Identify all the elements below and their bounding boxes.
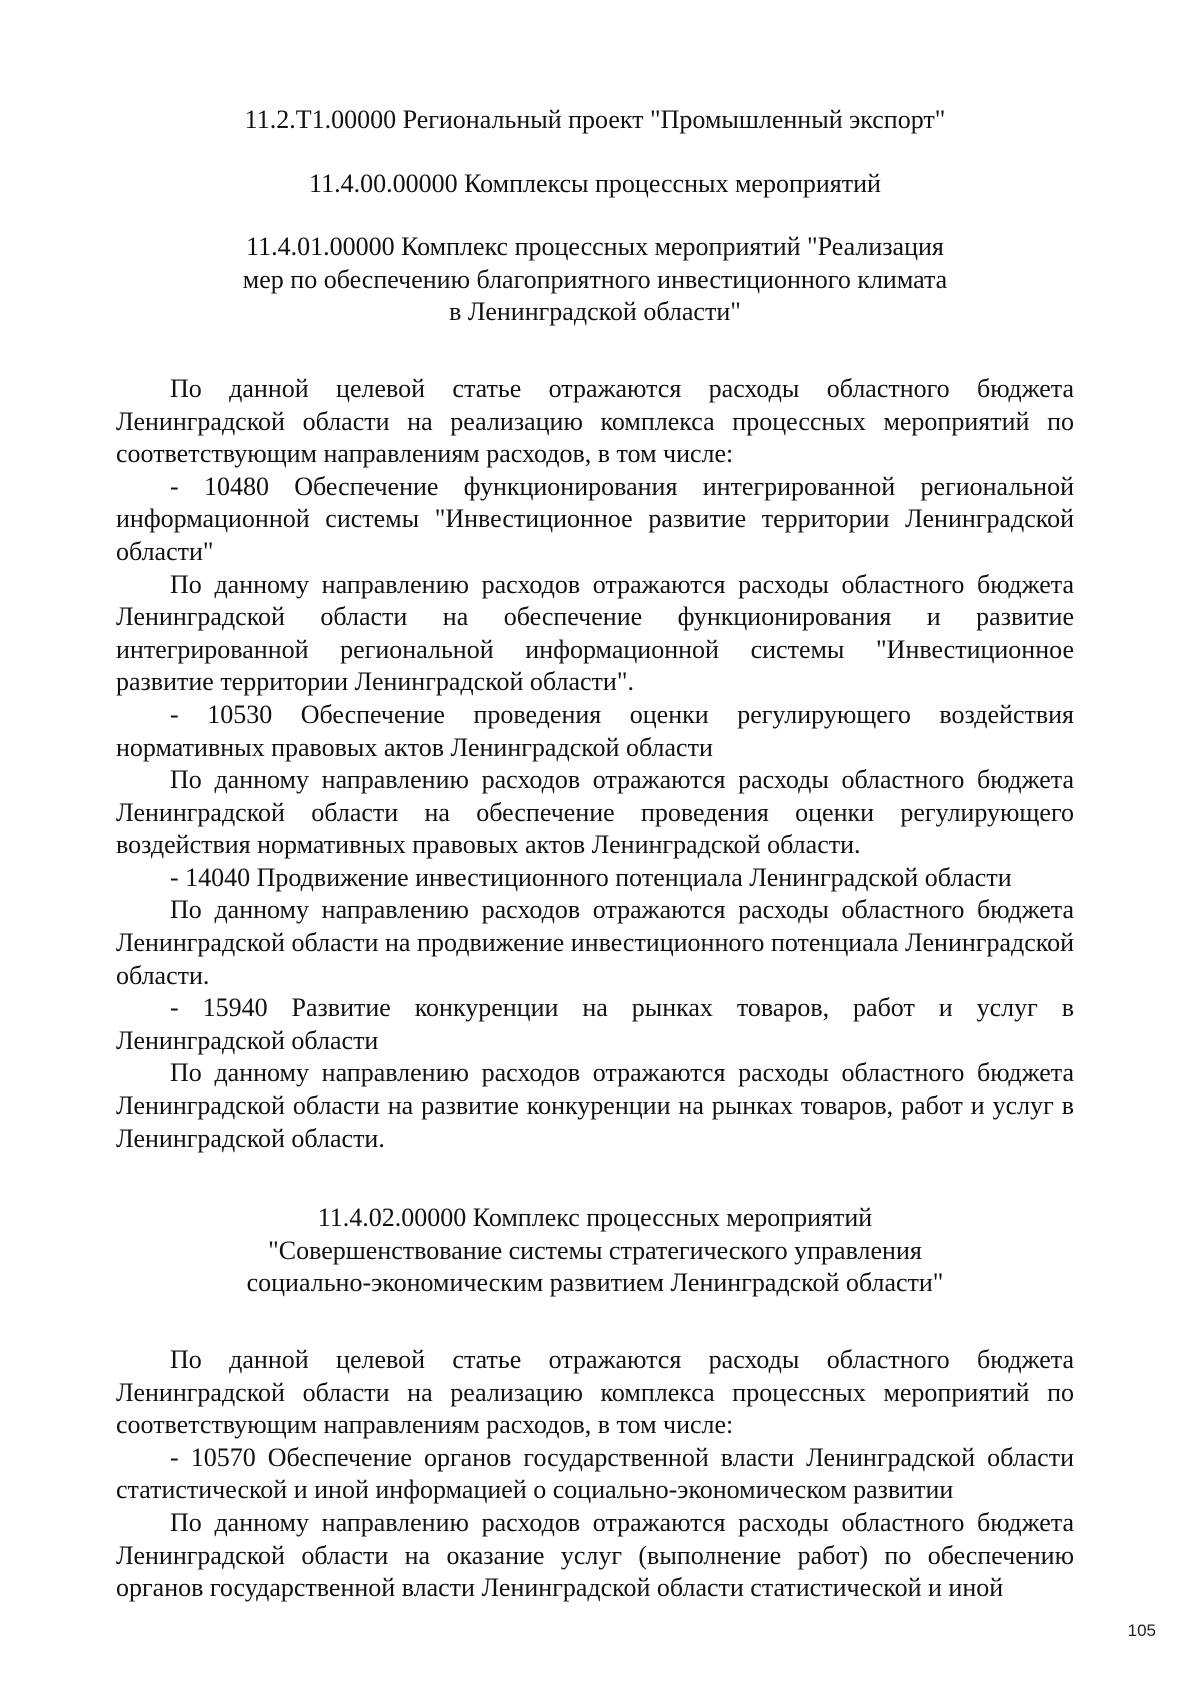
complex-01-heading-line: в Ленинградской области" bbox=[449, 297, 741, 327]
expense-item-title: - 10570 Обеспечение органов государственной власти Ленинградской области статистической и иной информацией о социально-экономическом развитии bbox=[116, 1442, 1074, 1505]
complex-01-heading bbox=[116, 231, 1074, 329]
expense-item-title: - 14040 Продвижение инвестиционного потенциала Ленинградской области bbox=[170, 862, 1012, 892]
regional-project-heading: 11.2.Т1.00000 Региональный проект "Промышленный экспорт" bbox=[244, 105, 946, 134]
expense-item-text: По данному направлению расходов отражаются расходы областного бюджета Ленинградской области на развитие конкуренции на рынках товаров, работ и услуг в Ленинградской области. bbox=[116, 1058, 1074, 1153]
page-number: 105 bbox=[1127, 1621, 1156, 1640]
document-page bbox=[116, 104, 1074, 1605]
expense-item-title: - 10480 Обеспечение функционирования интегрированной региональной информационной системы "Инвестиционное развитие территории Ленинградской области" bbox=[116, 471, 1074, 566]
complex-02-body bbox=[116, 1344, 1074, 1605]
complex-02-heading-line: "Совершенствование системы стратегического управления bbox=[268, 1235, 922, 1265]
expense-item-text: По данному направлению расходов отражаются расходы областного бюджета Ленинградской области на обеспечение функционирования и развитие интегрированной региональной информационной системы "Инвестиционное развитие территории Ленинградской области". bbox=[116, 569, 1074, 697]
intro-paragraph: По данной целевой статье отражаются расходы областного бюджета Ленинградской области на реализацию комплекса процессных мероприятий по соответствующим направлениям расходов, в том числе: bbox=[116, 1345, 1074, 1440]
complex-01-heading-line: мер по обеспечению благоприятного инвестиционного климата bbox=[242, 264, 948, 294]
complex-01-heading-line: 11.4.01.00000 Комплекс процессных мероприятий "Реализация bbox=[246, 232, 944, 262]
complex-01-body bbox=[116, 373, 1074, 1155]
expense-item-text: По данному направлению расходов отражаются расходы областного бюджета Ленинградской области на обеспечение проведения оценки регулирующего воздействия нормативных правовых актов Ленинградской области. bbox=[116, 765, 1074, 860]
expense-item-text: По данному направлению расходов отражаются расходы областного бюджета Ленинградской области на продвижение инвестиционного потенциала Ленинградской области. bbox=[116, 895, 1074, 990]
expense-item-text: По данному направлению расходов отражаются расходы областного бюджета Ленинградской области на оказание услуг (выполнение работ) по обеспечению органов государственной власти Ленинградской области статистической и иной bbox=[116, 1507, 1074, 1603]
intro-paragraph: По данной целевой статье отражаются расходы областного бюджета Ленинградской области на реализацию комплекса процессных мероприятий по соответствующим направлениям расходов, в том числе: bbox=[116, 373, 1074, 469]
expense-item-title: - 15940 Развитие конкуренции на рынках товаров, работ и услуг в Ленинградской области bbox=[116, 993, 1074, 1055]
complex-02-heading-line: социально-экономическим развитием Ленинградской области" bbox=[246, 1268, 944, 1298]
complex-02-heading bbox=[116, 1202, 1074, 1300]
complex-02-heading-line: 11.4.02.00000 Комплекс процессных мероприятий bbox=[317, 1203, 873, 1233]
expense-item-title: - 10530 Обеспечение проведения оценки регулирующего воздействия нормативных правовых актов Ленинградской области bbox=[116, 699, 1074, 762]
process-complexes-heading: 11.4.00.00000 Комплексы процессных мероприятий bbox=[309, 168, 881, 198]
